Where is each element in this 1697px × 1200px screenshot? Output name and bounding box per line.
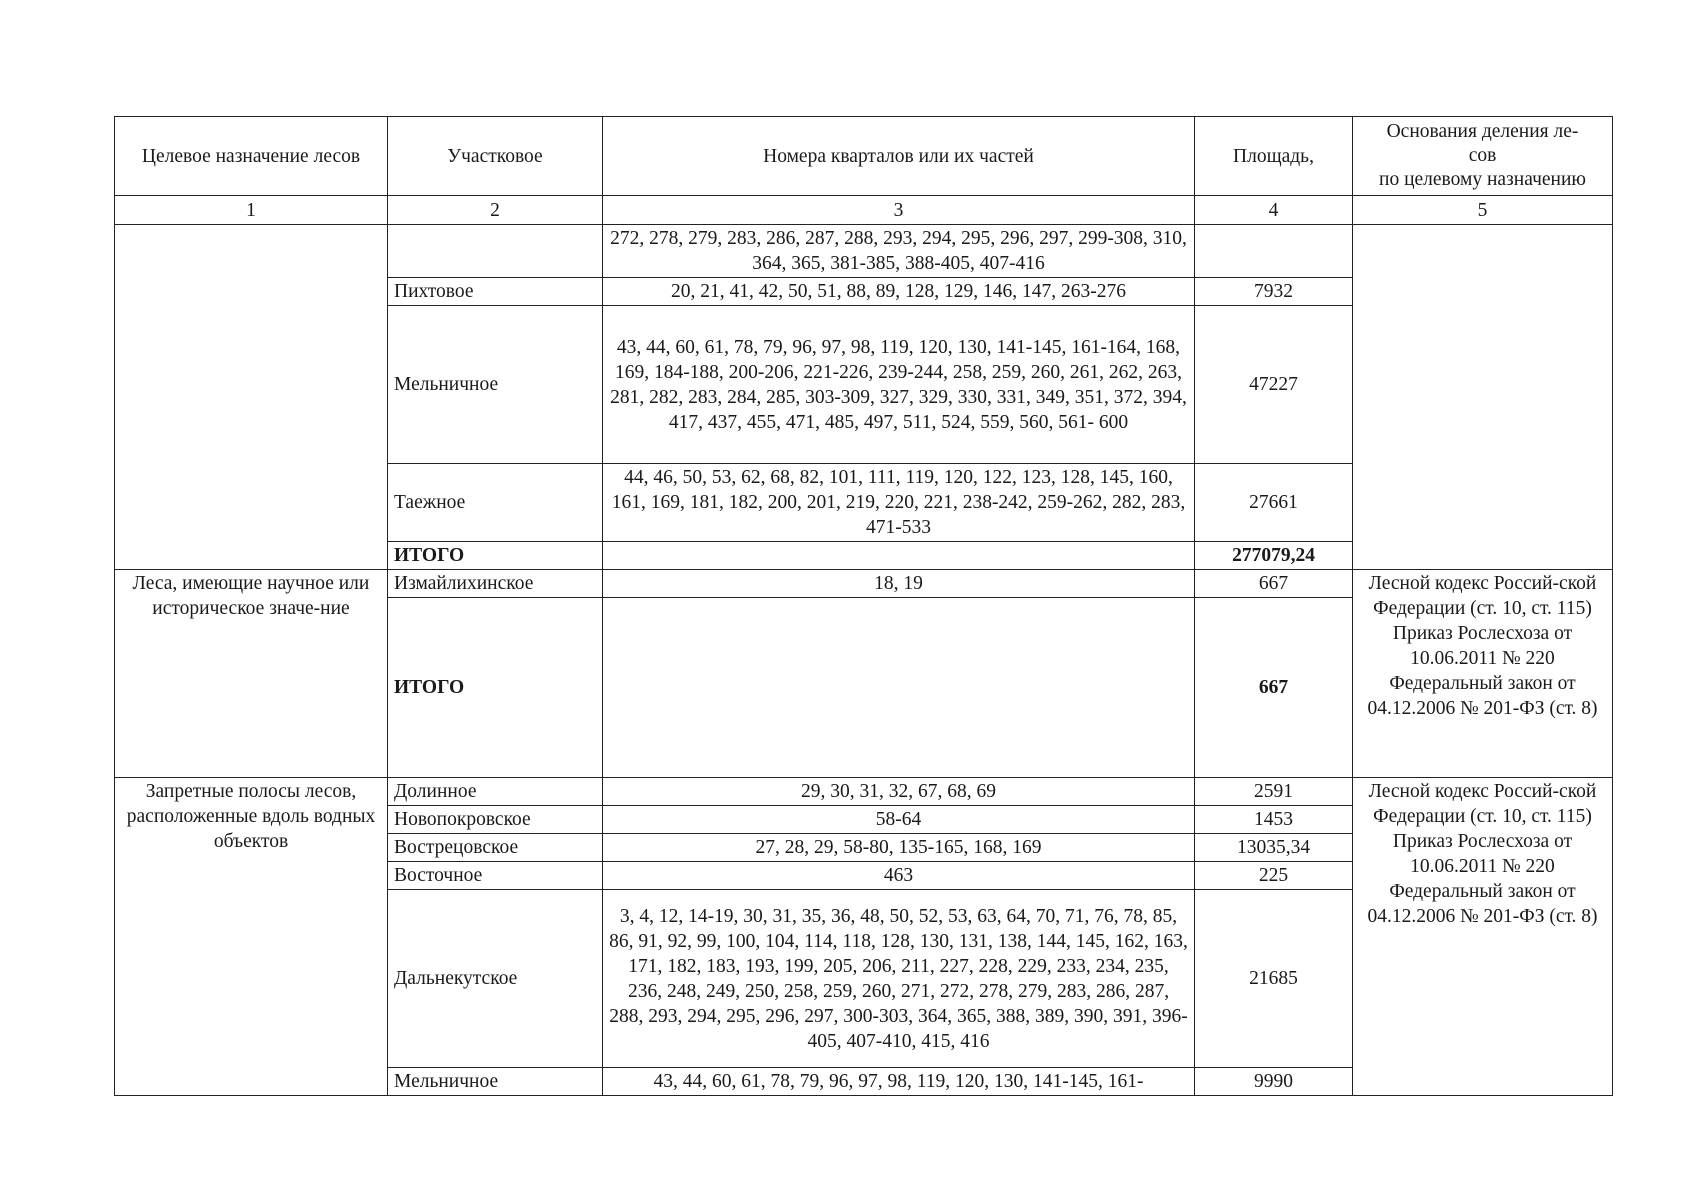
basis-cell: Лесной кодекс Россий-ской Федерации (ст. 10, ст. 115) Приказ Рослесхоза от 10.06.2011 № 220 Федеральный закон от 04.12.2006 № 201-ФЗ (ст. 8) xyxy=(1353,570,1613,778)
total-area: 277079,24 xyxy=(1195,542,1353,570)
quarters-cell: 272, 278, 279, 283, 286, 287, 288, 293, 294, 295, 296, 297, 299-308, 310, 364, 365, 381-385, 388-405, 407-416 xyxy=(603,225,1195,278)
area-cell: 667 xyxy=(1195,570,1353,598)
district-cell: Новопокровское xyxy=(388,806,603,834)
total-label: ИТОГО xyxy=(388,542,603,570)
quarters-cell: 27, 28, 29, 58-80, 135-165, 168, 169 xyxy=(603,834,1195,862)
district-cell: Дальнекутское xyxy=(388,890,603,1068)
quarters-cell: 18, 19 xyxy=(603,570,1195,598)
column-numbers-row xyxy=(115,196,1613,225)
basis-cell: Лесной кодекс Россий-ской Федерации (ст. 10, ст. 115) Приказ Рослесхоза от 10.06.2011 № 220 Федеральный закон от 04.12.2006 № 201-ФЗ (ст. 8) xyxy=(1353,778,1613,1096)
area-cell: 13035,34 xyxy=(1195,834,1353,862)
table-header-row xyxy=(115,117,1613,196)
column-number: 4 xyxy=(1195,196,1353,225)
column-number: 5 xyxy=(1353,196,1613,225)
area-cell: 7932 xyxy=(1195,278,1353,306)
quarters-cell: 20, 21, 41, 42, 50, 51, 88, 89, 128, 129, 146, 147, 263-276 xyxy=(603,278,1195,306)
quarters-cell: 463 xyxy=(603,862,1195,890)
header-quarters: Номера кварталов или их частей xyxy=(603,117,1195,196)
total-area: 667 xyxy=(1195,598,1353,778)
area-cell: 225 xyxy=(1195,862,1353,890)
area-cell: 21685 xyxy=(1195,890,1353,1068)
header-area: Площадь, xyxy=(1195,117,1353,196)
quarters-cell: 3, 4, 12, 14-19, 30, 31, 35, 36, 48, 50, 52, 53, 63, 64, 70, 71, 76, 78, 85, 86, 91, 92, 99, 100, 104, 114, 118, 128, 130, 131, 138, 144, 145, 162, 163, 171, 182, 183, 193, 199, 205, 206, 211, 227, 228, 229, 233, 234, 235, 236, 248, 249, 250, 258, 259, 260, 271, 272, 278, 279, 283, 286, 287, 288, 293, 294, 295, 296, 297, 300-303, 364, 365, 388, 389, 390, 391, 396-405, 407-410, 415, 416 xyxy=(603,890,1195,1068)
district-cell: Мельничное xyxy=(388,1068,603,1096)
column-number: 1 xyxy=(115,196,388,225)
table-row xyxy=(115,778,1613,806)
area-cell: 9990 xyxy=(1195,1068,1353,1096)
district-cell: Пихтовое xyxy=(388,278,603,306)
column-number: 3 xyxy=(603,196,1195,225)
area-cell: 2591 xyxy=(1195,778,1353,806)
quarters-cell: 43, 44, 60, 61, 78, 79, 96, 97, 98, 119, 120, 130, 141-145, 161-164, 168, 169, 184-188, 200-206, 221-226, 239-244, 258, 259, 260, 261, 262, 263, 281, 282, 283, 284, 285, 303-309, 327, 329, 330, 331, 349, 351, 372, 394, 417, 437, 455, 471, 485, 497, 511, 524, 559, 560, 561- 600 xyxy=(603,306,1195,464)
district-cell: Вострецовское xyxy=(388,834,603,862)
district-cell xyxy=(388,225,603,278)
area-cell xyxy=(1195,225,1353,278)
header-basis: Основания деления ле- сов по целевому назначению xyxy=(1353,117,1613,196)
district-cell: Измайлихинское xyxy=(388,570,603,598)
table-row xyxy=(115,570,1613,598)
quarters-cell xyxy=(603,542,1195,570)
purpose-cell: Запретные полосы лесов, расположенные вдоль водных объектов xyxy=(115,778,388,1096)
total-label: ИТОГО xyxy=(388,598,603,778)
quarters-cell: 43, 44, 60, 61, 78, 79, 96, 97, 98, 119, 120, 130, 141-145, 161- xyxy=(603,1068,1195,1096)
area-cell: 1453 xyxy=(1195,806,1353,834)
purpose-cell: Леса, имеющие научное или историческое значе-ние xyxy=(115,570,388,778)
area-cell: 47227 xyxy=(1195,306,1353,464)
header-purpose: Целевое назначение лесов xyxy=(115,117,388,196)
purpose-cell-empty xyxy=(115,225,388,570)
quarters-cell xyxy=(603,598,1195,778)
district-cell: Таежное xyxy=(388,464,603,542)
quarters-cell: 58-64 xyxy=(603,806,1195,834)
column-number: 2 xyxy=(388,196,603,225)
basis-cell-empty xyxy=(1353,225,1613,570)
quarters-cell: 44, 46, 50, 53, 62, 68, 82, 101, 111, 119, 120, 122, 123, 128, 145, 160, 161, 169, 181, 182, 200, 201, 219, 220, 221, 238-242, 259-262, 282, 283, 471-533 xyxy=(603,464,1195,542)
district-cell: Восточное xyxy=(388,862,603,890)
district-cell: Долинное xyxy=(388,778,603,806)
quarters-cell: 29, 30, 31, 32, 67, 68, 69 xyxy=(603,778,1195,806)
header-district: Участковое xyxy=(388,117,603,196)
area-cell: 27661 xyxy=(1195,464,1353,542)
district-cell: Мельничное xyxy=(388,306,603,464)
table-row xyxy=(115,225,1613,278)
forest-purpose-table xyxy=(114,116,1613,1096)
